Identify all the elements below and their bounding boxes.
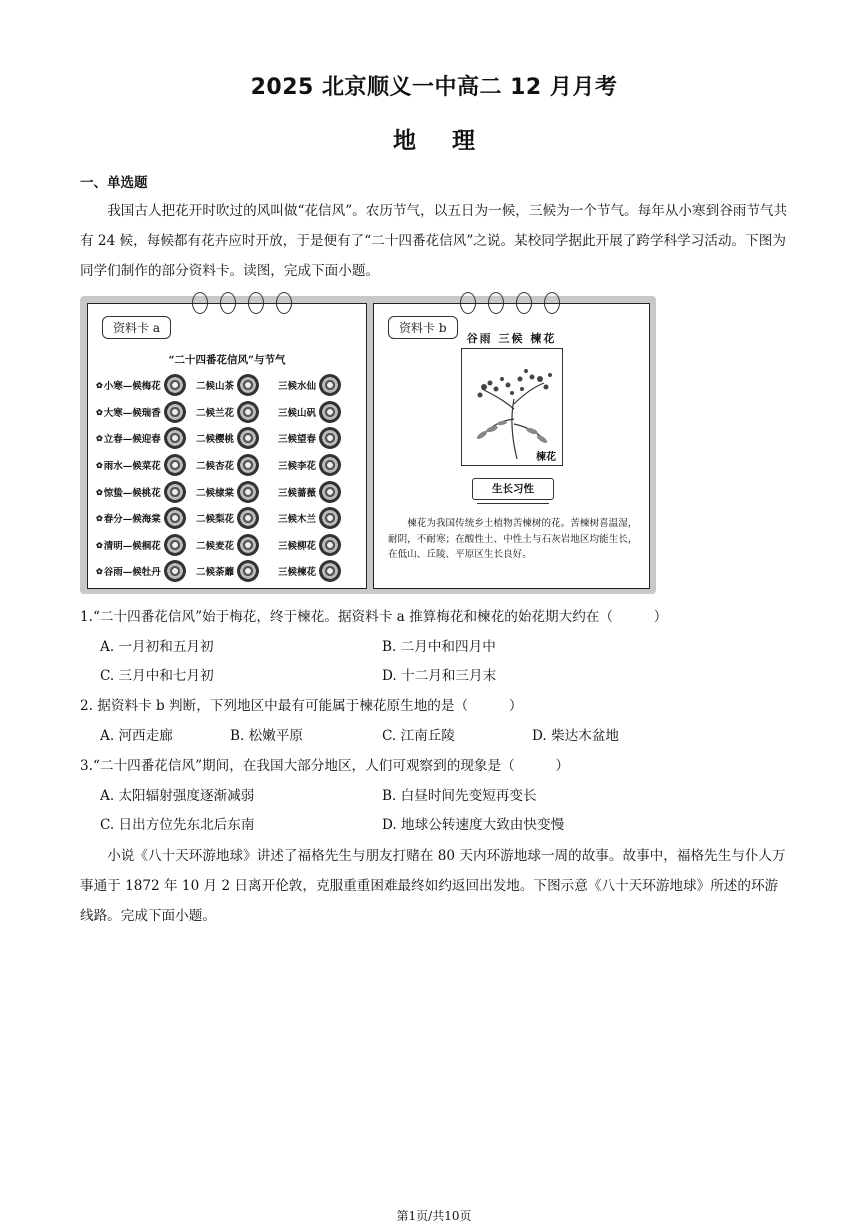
flower-icon xyxy=(237,427,259,449)
flower-icon xyxy=(237,454,259,476)
table-row xyxy=(96,505,364,532)
bullet-icon: ✿ xyxy=(96,433,103,444)
table-row xyxy=(96,532,364,559)
growth-habit-banner: 生长习性 xyxy=(472,478,554,500)
bullet-icon: ✿ xyxy=(96,513,103,524)
card-a-tag: 资料卡 a xyxy=(102,316,171,339)
flower-icon xyxy=(164,401,186,423)
table-row xyxy=(96,425,364,452)
table-cell: 立春—候迎春 xyxy=(103,434,161,446)
binder-rings xyxy=(460,292,560,314)
table-cell: 二候麦花 xyxy=(196,540,235,552)
table-cell: 三候楝花 xyxy=(278,567,317,579)
table-row xyxy=(96,452,364,479)
table-cell: 三候望春 xyxy=(278,434,317,446)
card-b-tag: 资料卡 b xyxy=(388,316,458,339)
illustration-label: 楝花 xyxy=(536,452,556,463)
question-2-option-c: C. 江南丘陵 xyxy=(382,728,455,744)
flower-icon xyxy=(164,427,186,449)
flower-icon xyxy=(237,560,259,582)
table-cell: 二候棣棠 xyxy=(196,487,235,499)
question-1-option-b: B. 二月中和四月中 xyxy=(382,639,496,655)
flower-icon xyxy=(237,481,259,503)
table-cell: 三候山矾 xyxy=(278,407,317,419)
table-row xyxy=(96,372,364,399)
flower-icon xyxy=(164,454,186,476)
section-heading: 一、单选题 xyxy=(80,175,148,191)
card-b xyxy=(373,303,650,589)
table-cell: 清明—候桐花 xyxy=(103,540,161,552)
intro-paragraph-2: 小说《八十天环游地球》讲述了福格先生与朋友打赌在 80 天内环游地球一周的故事。故事中，福格先生与仆人万事通于 1872 年 10 月 2 日离开伦敦，克服重重困难最终如约返回出发地。下图示意《八十天环游地球》所述的环游线路。完成下面小题。 xyxy=(80,848,786,924)
bullet-icon: ✿ xyxy=(96,406,103,417)
table-cell: 惊蛰—候桃花 xyxy=(103,487,161,499)
flower-icon xyxy=(319,401,341,423)
chinaberry-flower-illustration xyxy=(461,348,563,466)
table-row xyxy=(96,478,364,505)
bullet-icon: ✿ xyxy=(96,566,103,577)
flower-icon xyxy=(319,481,341,503)
question-3-option-a: A. 太阳辐射强度逐渐减弱 xyxy=(100,788,255,804)
material-cards-figure xyxy=(80,296,656,594)
table-cell: 二候梨花 xyxy=(196,514,235,526)
binder-rings xyxy=(192,292,292,314)
card-a xyxy=(87,303,367,589)
table-cell: 二候杏花 xyxy=(196,461,235,473)
flower-icon xyxy=(319,374,341,396)
table-cell: 三候蔷薇 xyxy=(278,487,317,499)
flower-icon xyxy=(164,534,186,556)
question-3-option-b: B. 白昼时间先变短再变长 xyxy=(382,788,537,804)
bullet-icon: ✿ xyxy=(96,486,103,497)
question-1-option-c: C. 三月中和七月初 xyxy=(100,668,214,684)
flower-icon xyxy=(319,507,341,529)
table-cell: 小寒—候梅花 xyxy=(103,381,161,393)
table-cell: 三候柳花 xyxy=(278,540,317,552)
bullet-icon: ✿ xyxy=(96,539,103,550)
question-3-stem: 3.“二十四番花信风”期间，在我国大部分地区，人们可观察到的现象是（ ） xyxy=(80,758,570,774)
flower-icon xyxy=(319,534,341,556)
flower-icon xyxy=(237,374,259,396)
flower-icon xyxy=(164,507,186,529)
flower-icon xyxy=(319,560,341,582)
question-1-option-a: A. 一月初和五月初 xyxy=(100,639,214,655)
bullet-icon: ✿ xyxy=(96,380,103,391)
question-3-option-c: C. 日出方位先东北后东南 xyxy=(100,817,255,833)
card-a-heading: “二十四番花信风”与节气 xyxy=(168,354,286,366)
table-cell: 谷雨—候牡丹 xyxy=(103,567,161,579)
intro-paragraph-1: 我国古人把花开时吹过的风叫做“花信风”。农历节气，以五日为一候，三候为一个节气。每年从小寒到谷雨节气共有 24 候，每候都有花卉应时开放，于是便有了“二十四番花信风”之说。某校同学据此开展了跨学科学习活动。下图为同学们制作的部分资料卡。读图，完成下面小题。 xyxy=(80,203,788,279)
flower-icon xyxy=(237,507,259,529)
table-row xyxy=(96,399,364,426)
flower-icon xyxy=(164,481,186,503)
table-cell: 大寒—候瑞香 xyxy=(103,407,161,419)
table-cell: 二候山茶 xyxy=(196,381,235,393)
flower-icon xyxy=(164,374,186,396)
card-b-heading: 谷雨 三候 楝花 xyxy=(466,332,557,345)
table-cell: 二候兰花 xyxy=(196,407,235,419)
table-cell: 雨水—候菜花 xyxy=(103,461,161,473)
question-3-option-d: D. 地球公转速度大致由快变慢 xyxy=(382,817,565,833)
flower-icon xyxy=(319,427,341,449)
flower-icon xyxy=(237,401,259,423)
question-2-stem: 2. 据资料卡 b 判断，下列地区中最有可能属于楝花原生地的是（ ） xyxy=(80,698,523,714)
flower-icon xyxy=(237,534,259,556)
table-cell: 三候水仙 xyxy=(278,381,317,393)
bullet-icon: ✿ xyxy=(96,460,103,471)
card-b-text: 楝花为我国传统乡土植物苦楝树的花。苦楝树喜温湿，耐阴，不耐寒；在酸性土、中性土与石灰岩地区均能生长，在低山、丘陵、平原区生长良好。 xyxy=(388,518,638,560)
question-1-stem: 1.“二十四番花信风”始于梅花，终于楝花。据资料卡 a 推算梅花和楝花的始花期大约在（ ） xyxy=(80,609,668,625)
table-row xyxy=(96,558,364,585)
question-1-option-d: D. 十二月和三月末 xyxy=(382,668,497,684)
page-title: 2025 北京顺义一中高二 12 月月考 xyxy=(250,75,618,100)
page-footer: 第1页/共10页 xyxy=(396,1209,472,1223)
question-2-option-a: A. 河西走廊 xyxy=(100,728,173,744)
question-2-option-b: B. 松嫩平原 xyxy=(230,728,304,744)
subject-title: 地理 xyxy=(393,128,511,154)
table-cell: 三候李花 xyxy=(278,461,317,473)
flower-icon xyxy=(164,560,186,582)
table-cell: 二候樱桃 xyxy=(196,434,235,446)
question-2-option-d: D. 柴达木盆地 xyxy=(532,728,620,744)
table-cell: 春分—候海棠 xyxy=(103,514,161,526)
table-cell: 三候木兰 xyxy=(278,514,317,526)
flower-icon xyxy=(319,454,341,476)
solar-term-flower-table xyxy=(96,372,364,585)
table-cell: 二候荼蘼 xyxy=(196,567,235,579)
